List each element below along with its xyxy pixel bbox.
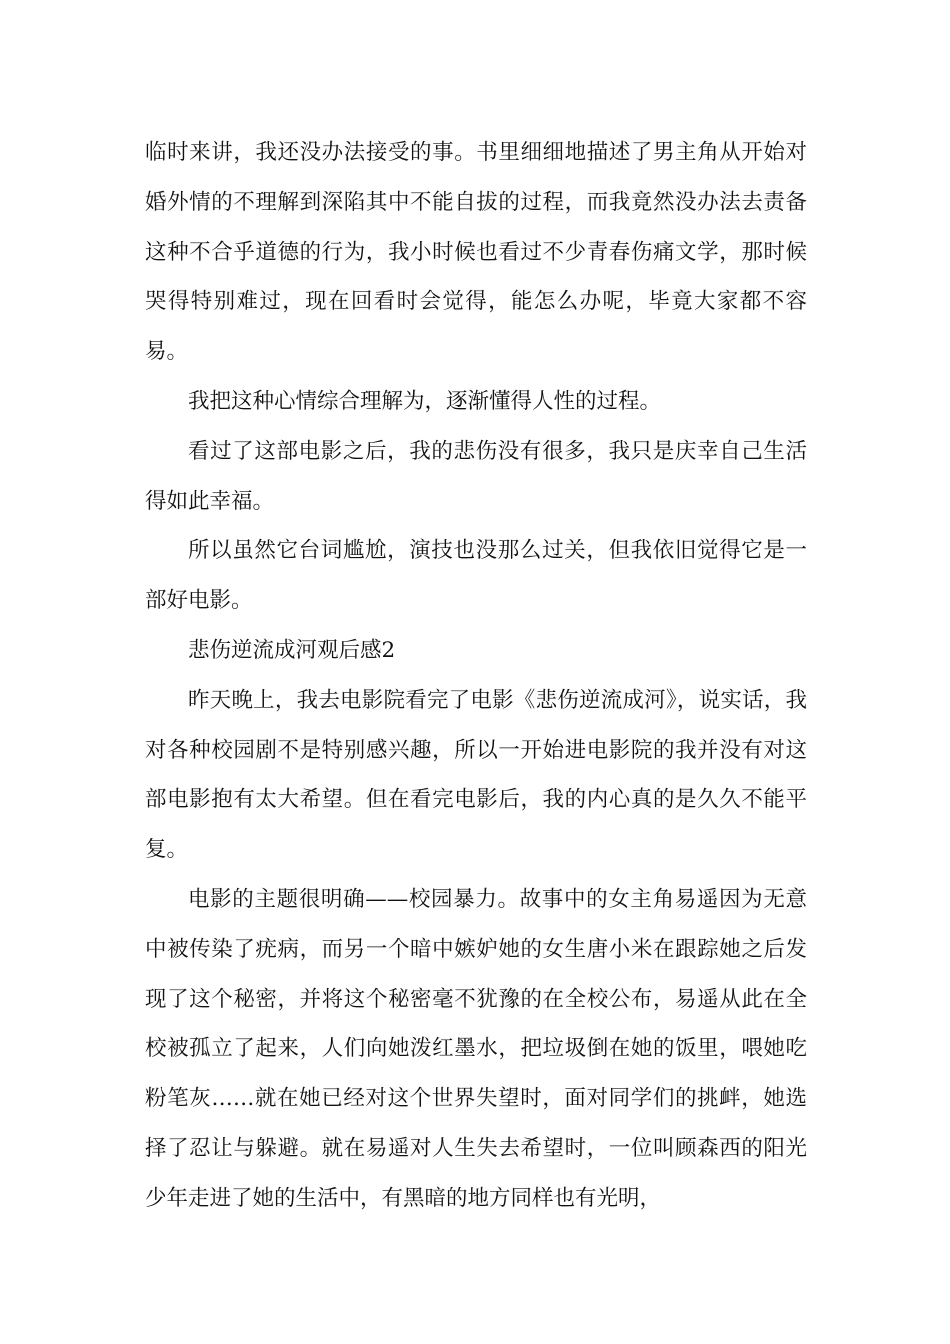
- document-body: [145, 128, 807, 1224]
- paragraph: 看过了这部电影之后，我的悲伤没有很多，我只是庆幸自己生活得如此幸福。: [145, 438, 807, 514]
- paragraph: 我把这种心情综合理解为，逐渐懂得人性的过程。: [188, 388, 662, 414]
- paragraph: 昨天晚上，我去电影院看完了电影《悲伤逆流成河》，说实话，我对各种校园剧不是特别感兴趣，所以一开始进电影院的我并没有对这部电影抱有太大希望。但在看完电影后，我的内心真的是久久不能平复。: [145, 687, 807, 863]
- section-heading: 悲伤逆流成河观后感2: [188, 637, 396, 663]
- paragraph-continuation: 临时来讲，我还没办法接受的事。书里细细地描述了男主角从开始对婚外情的不理解到深陷其中不能自拔的过程，而我竟然没办法去责备这种不合乎道德的行为，我小时候也看过不少青春伤痛文学，那时候哭得特别难过，现在回看时会觉得，能怎么办呢，毕竟大家都不容易。: [145, 140, 807, 365]
- paragraph: 电影的主题很明确——校园暴力。故事中的女主角易遥因为无意中被传染了疣病，而另一个暗中嫉妒她的女生唐小米在跟踪她之后发现了这个秘密，并将这个秘密毫不犹豫的在全校公布，易遥从此在全校被孤立了起来，人们向她泼红墨水，把垃圾倒在她的饭里，喂她吃粉笔灰……就在她已经对这个世界失望时，面对同学们的挑衅，她选择了忍让与躲避。就在易遥对人生失去希望时，一位叫顾森西的阳光少年走进了她的生活中，有黑暗的地方同样也有光明，: [145, 886, 807, 1211]
- paragraph: 所以虽然它台词尴尬，演技也没那么过关，但我依旧觉得它是一部好电影。: [145, 538, 807, 614]
